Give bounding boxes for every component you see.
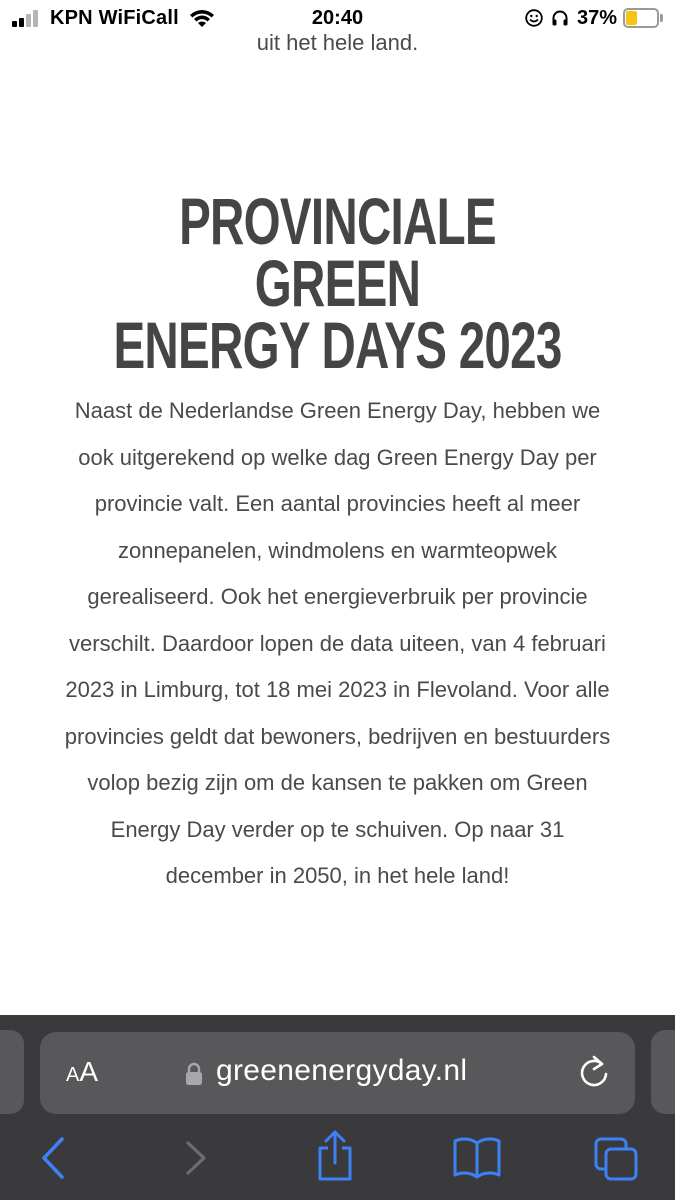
bookmarks-icon[interactable] xyxy=(452,1135,502,1179)
carrier-name: KPN WiFiCall xyxy=(50,7,179,29)
heading-line-2: ENERGY DAYS 2023 xyxy=(113,308,562,382)
section-body: Naast de Nederlandse Green Energy Day, hebben we ook uitgerekend op welke dag Green Energy Day per provincie valt. Een aantal provincies heeft al meer zonnepanelen, windmolens en warmteopwek gerealiseerd. Ook het energieverbruik per provincie verschilt. Daardoor lopen de data uiteen, van 4 februari 2023 in Limburg, tot 18 mei 2023 in Flevoland. Voor alle provincies geldt dat bewoners, bedrijven en bestuurders volop bezig zijn om de kansen te pakken om Green Energy Day verder op te schuiven. Op naar 31 december in 2050, in het hele land! xyxy=(64,398,611,888)
battery-icon xyxy=(623,8,663,28)
url-text[interactable]: greenenergyday.nl xyxy=(216,1054,468,1087)
next-tab-preview[interactable] xyxy=(651,1030,675,1114)
back-icon[interactable] xyxy=(38,1135,68,1181)
headphones-icon xyxy=(551,9,569,27)
heading-line-1: PROVINCIALE GREEN xyxy=(179,184,496,320)
share-icon[interactable] xyxy=(314,1130,356,1182)
smile-icon xyxy=(525,9,543,27)
status-right xyxy=(525,6,663,30)
lock-icon xyxy=(185,1062,203,1086)
page-settings-button[interactable]: AA xyxy=(66,1056,99,1087)
tabs-icon[interactable] xyxy=(592,1135,640,1183)
previous-tab-preview[interactable] xyxy=(0,1030,24,1114)
battery-percent: 37% xyxy=(576,6,617,29)
section-heading xyxy=(0,184,675,382)
reload-icon[interactable] xyxy=(577,1054,611,1090)
clock: 20:40 xyxy=(311,7,364,29)
forward-icon[interactable] xyxy=(182,1135,212,1181)
address-bar[interactable] xyxy=(40,1032,635,1114)
previous-paragraph-end: uit het hele land. xyxy=(256,30,419,55)
